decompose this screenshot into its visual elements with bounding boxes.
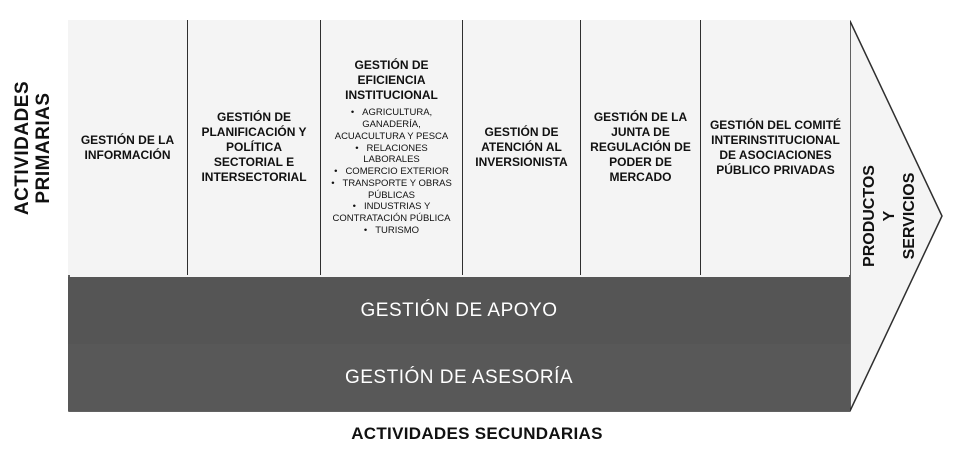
primary-activities-label: ACTIVIDADES PRIMARIAS	[12, 80, 54, 215]
primary-activities-label-area	[0, 20, 66, 275]
output-label-area	[852, 20, 927, 412]
activity-column-title: GESTIÓN DE EFICIENCIA INSTITUCIONAL	[345, 58, 438, 103]
activity-column	[188, 20, 321, 275]
activity-subitem: • RELACIONES LABORALES	[327, 143, 456, 167]
activity-subitem: • TRANSPORTE Y OBRAS PÚBLICAS	[327, 178, 456, 202]
activity-column	[701, 20, 850, 275]
advisory-band-label: GESTIÓN DE ASESORÍA	[344, 366, 574, 388]
activity-column	[68, 20, 188, 275]
activity-subitem: • INDUSTRIAS Y CONTRATACIÓN PÚBLICA	[327, 201, 456, 225]
activity-column-content	[327, 58, 456, 237]
activity-subitem: • COMERCIO EXTERIOR	[327, 166, 456, 178]
activity-column-title: GESTIÓN DE ATENCIÓN AL INVERSIONISTA	[475, 125, 568, 169]
activity-column-content	[707, 118, 844, 178]
products-services-label: PRODUCTOS Y SERVICIOS	[860, 165, 918, 267]
activity-column-title: GESTIÓN DE PLANIFICACIÓN Y POLÍTICA SECTORIAL E INTERSECTORIAL	[201, 110, 307, 184]
activity-column-content	[587, 110, 694, 185]
advisory-band	[68, 344, 850, 411]
activity-subitem: • AGRICULTURA, GANADERÍA, ACUACULTURA Y PESCA	[327, 107, 456, 142]
activity-sublist	[327, 107, 456, 237]
activity-column-content	[74, 133, 181, 163]
activity-column-content	[469, 125, 574, 170]
activity-column-title: GESTIÓN DE LA JUNTA DE REGULACIÓN DE PODER DE MERCADO	[590, 110, 691, 184]
activity-column-title: GESTIÓN DEL COMITÉ INTERINSTITUCIONAL DE ASOCIACIONES PÚBLICO PRIVADAS	[709, 117, 842, 177]
support-band-label: GESTIÓN DE APOYO	[360, 299, 558, 321]
activity-column	[581, 20, 701, 275]
activity-column	[321, 20, 463, 275]
activity-column	[463, 20, 581, 275]
support-band	[68, 277, 850, 344]
activity-subitem: • TURISMO	[327, 225, 456, 237]
secondary-activities-label: ACTIVIDADES SECUNDARIAS	[351, 424, 603, 443]
activity-column-title: GESTIÓN DE LA INFORMACIÓN	[80, 132, 175, 162]
primary-columns	[68, 20, 850, 275]
activity-column-content	[194, 110, 314, 185]
